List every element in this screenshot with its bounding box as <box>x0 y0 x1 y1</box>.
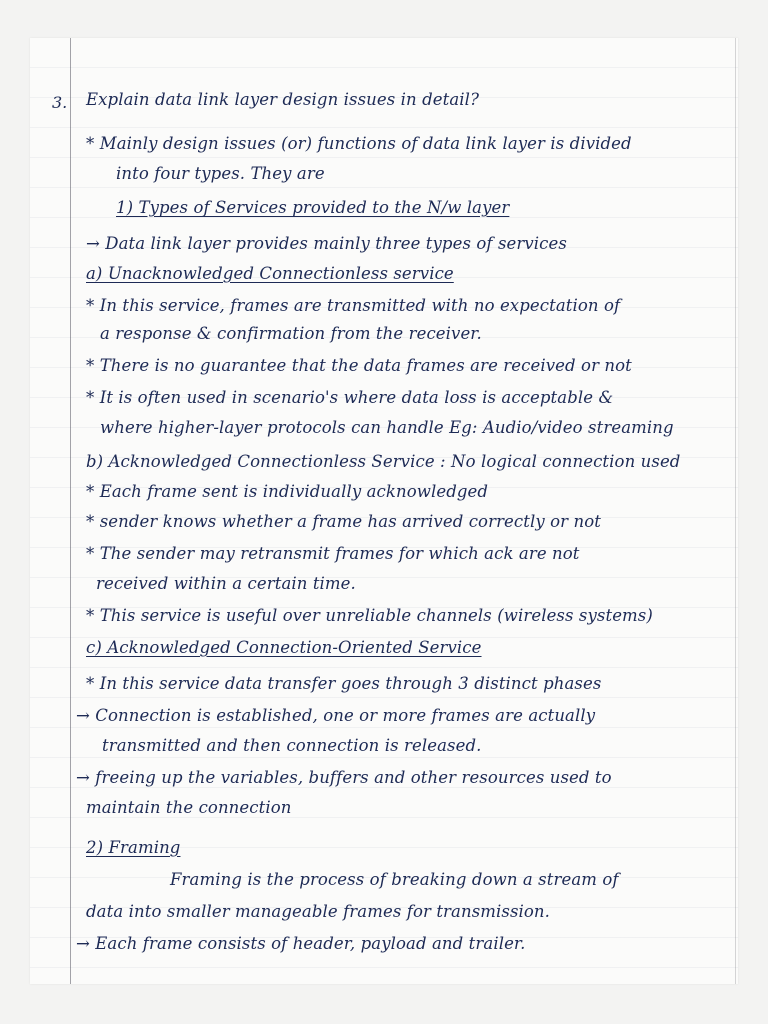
notebook-page <box>30 38 738 984</box>
note-line: → Connection is established, one or more frames are actually <box>76 706 596 725</box>
note-line: data into smaller manageable frames for transmission. <box>86 902 551 921</box>
note-line: received within a certain time. <box>96 574 356 593</box>
note-line: * This service is useful over unreliable channels (wireless systems) <box>86 606 653 625</box>
note-line: * In this service, frames are transmitted with no expectation of <box>86 296 621 315</box>
note-line: * The sender may retransmit frames for which ack are not <box>86 544 580 563</box>
note-line: * In this service data transfer goes through 3 distinct phases <box>86 674 602 693</box>
note-line: a response & confirmation from the receiver. <box>100 324 482 343</box>
question-number: 3. <box>52 93 68 112</box>
section-heading: 1) Types of Services provided to the N/w layer <box>116 198 510 217</box>
subsection-heading: a) Unacknowledged Connectionless service <box>86 264 454 283</box>
right-margin-line <box>735 38 736 984</box>
subsection-heading: b) Acknowledged Connectionless Service : No logical connection used <box>86 452 681 471</box>
note-line: → freeing up the variables, buffers and other resources used to <box>76 768 612 787</box>
note-line: * Each frame sent is individually acknowledged <box>86 482 489 501</box>
note-line: * There is no guarantee that the data frames are received or not <box>86 356 632 375</box>
subsection-heading: c) Acknowledged Connection-Oriented Service <box>86 638 482 657</box>
note-line: * Mainly design issues (or) functions of data link layer is divided <box>86 134 632 153</box>
margin-line <box>70 38 71 984</box>
note-line: → Each frame consists of header, payload and trailer. <box>76 934 526 953</box>
note-line: → Data link layer provides mainly three types of services <box>86 234 567 253</box>
note-line: into four types. They are <box>116 164 325 183</box>
note-line: Framing is the process of breaking down a stream of <box>170 870 619 889</box>
note-line: transmitted and then connection is released. <box>102 736 482 755</box>
note-line: * sender knows whether a frame has arrived correctly or not <box>86 512 601 531</box>
question-heading: Explain data link layer design issues in detail? <box>86 90 480 109</box>
note-line: maintain the connection <box>86 798 292 817</box>
note-line: where higher-layer protocols can handle Eg: Audio/video streaming <box>100 418 674 437</box>
section-heading: 2) Framing <box>86 838 181 857</box>
note-line: * It is often used in scenario's where data loss is acceptable & <box>86 388 614 407</box>
